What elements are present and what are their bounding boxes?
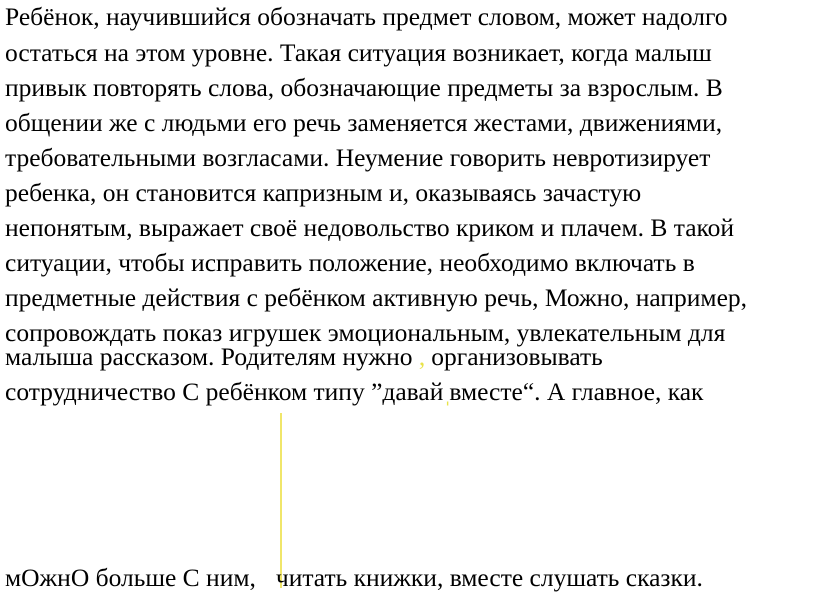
text-line-9: предметные действия с ребёнком активную речь, Можно, например, xyxy=(5,283,748,312)
text-line-4: общении же с людьми его речь заменяется жестами, движениями, xyxy=(5,108,723,137)
yellow-vertical-line xyxy=(280,413,282,588)
text-line-12-part-b: вместе“. А главное, как xyxy=(449,377,704,406)
text-line-6: ребенка, он становится капризным и, оказываясь зачастую xyxy=(5,178,642,207)
text-line-last-part-b: читать книжки, вместе слушать сказки. xyxy=(275,563,703,592)
text-line-8: ситуации, чтобы исправить положение, необходимо включать в xyxy=(5,248,695,277)
text-line-11 xyxy=(5,342,603,372)
text-line-10: сопровождать показ игрушек эмоциональным, увлекательным для xyxy=(5,318,726,347)
text-line-11-part-a: малыша рассказом. Родителям нужно xyxy=(5,342,413,371)
text-line-1: Ребёнок, научившийся обозначать предмет словом, может надолго xyxy=(5,2,728,31)
text-line-5: требовательными возгласами. Неумение говорить невротизирует xyxy=(5,143,711,172)
text-line-12 xyxy=(5,377,703,407)
text-line-last-part-a: мОжнО больше С ним, xyxy=(5,563,256,592)
text-line-11-part-b: организовывать xyxy=(431,342,603,371)
text-line-7: непонятым, выражает своё недовольство криком и плачем. В такой xyxy=(5,213,735,242)
text-line-2: остаться на этом уровне. Такая ситуация возникает, когда малыш xyxy=(5,38,712,67)
text-line-last xyxy=(5,563,703,593)
yellow-comma-mark: , xyxy=(418,342,426,371)
text-line-12-part-a: сотрудничество С ребёнком типу ”давай xyxy=(5,377,444,406)
yellow-tick-mark: ˌ xyxy=(443,377,452,406)
text-line-3: привык повторять слова, обозначающие предметы за взрослым. В xyxy=(5,73,723,102)
